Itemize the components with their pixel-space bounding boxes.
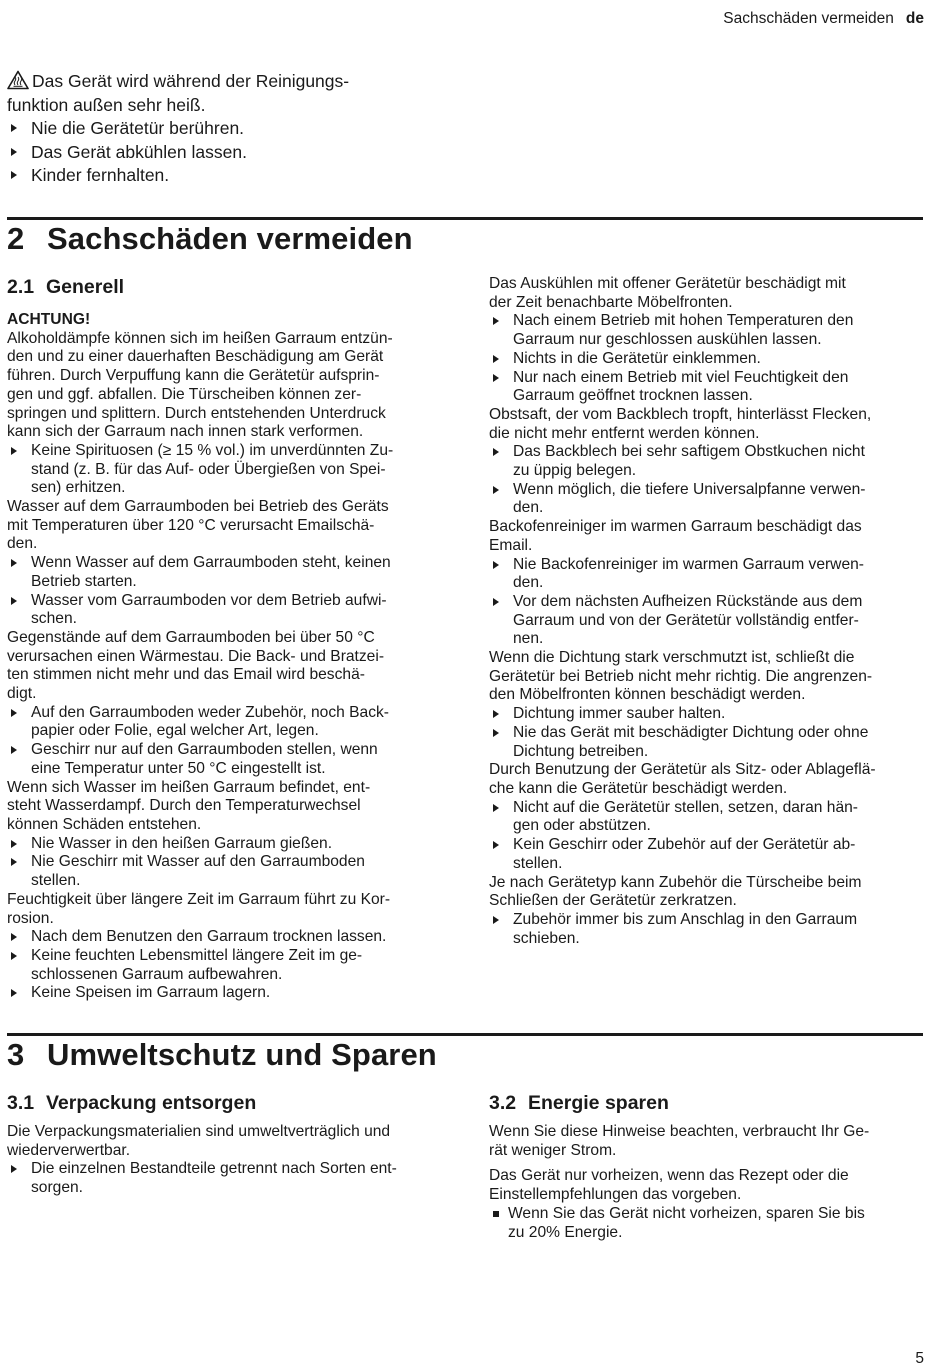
paragraph-line: Obstsaft, der vom Backblech tropft, hinterlässt Flecken, — [489, 405, 872, 423]
bullet-item: Vor dem nächsten Aufheizen Rückstände aus dem — [489, 593, 929, 612]
bullet-item: Keine Spirituosen (≥ 15 % vol.) im unverdünnten Zu- — [7, 442, 457, 461]
bullet-item: Nach einem Betrieb mit hohen Temperaturen den — [489, 312, 929, 331]
section-heading — [7, 1037, 437, 1073]
bullet-item: Wenn möglich, die tiefere Universalpfanne verwen- — [489, 481, 929, 500]
bullet-item: Die einzelnen Bestandteile getrennt nach Sorten ent- — [7, 1160, 457, 1179]
section3-left-column — [7, 1123, 457, 1198]
bullet-item: Nie Wasser in den heißen Garraum gießen. — [7, 835, 457, 854]
bullet-item-continuation: gen oder abstützen. — [513, 817, 651, 835]
paragraph-line: die nicht mehr entfernt werden können. — [489, 424, 760, 442]
section-title: Umweltschutz und Sparen — [47, 1037, 437, 1072]
bullet-item-continuation: schlossenen Garraum aufbewahren. — [31, 965, 283, 983]
paragraph-line: steht Wasserdampf. Durch den Temperaturwechsel — [7, 797, 361, 815]
bullet-item-continuation: stellen. — [31, 872, 81, 890]
bullet-item: Wasser vom Garraumboden vor dem Betrieb aufwi- — [7, 592, 457, 611]
page-number: 5 — [915, 1350, 924, 1367]
section-number: 3 — [7, 1037, 25, 1072]
bullet-item: Geschirr nur auf den Garraumboden stellen, wenn — [7, 741, 457, 760]
paragraph-line: rosion. — [7, 909, 54, 927]
bullet-item: Keine feuchten Lebensmittel längere Zeit im ge- — [7, 947, 457, 966]
paragraph-line: gen und ggf. abfallen. Die Türscheiben können zer- — [7, 385, 362, 403]
bullet-item: Nie Geschirr mit Wasser auf den Garraumboden — [7, 853, 457, 872]
paragraph-line: wiederverwertbar. — [7, 1141, 131, 1159]
bullet-item: Nie das Gerät mit beschädigter Dichtung oder ohne — [489, 724, 929, 743]
hot-surface-warning-icon — [7, 70, 29, 90]
running-header — [723, 10, 924, 28]
bullet-item: Auf den Garraumboden weder Zubehör, noch Back- — [7, 704, 457, 723]
paragraph-line: Einstellempfehlungen das vorgeben. — [489, 1186, 742, 1204]
bullet-item-continuation: eine Temperatur unter 50 °C eingestellt ist. — [31, 759, 326, 777]
warning-line: Das Gerät wird während der Reinigungs- — [32, 71, 350, 91]
paragraph-line: Das Auskühlen mit offener Gerätetür beschädigt mit — [489, 275, 846, 292]
section2-right-column — [489, 275, 929, 948]
paragraph-line: Wenn Sie diese Hinweise beachten, verbraucht Ihr Ge- — [489, 1123, 870, 1140]
bullet-item-continuation: papier oder Folie, egal welcher Art, legen. — [31, 722, 319, 740]
subsection-number: 3.1 — [7, 1092, 35, 1114]
section-rule — [7, 217, 923, 220]
paragraph-line: Wenn sich Wasser im heißen Garraum befindet, ent- — [7, 778, 371, 796]
warning-bullet: Nie die Gerätetür berühren. — [7, 117, 447, 141]
subsection-number: 2.1 — [7, 276, 35, 298]
paragraph-line: den. — [7, 535, 38, 553]
subsection-heading — [7, 276, 124, 299]
bullet-item: Das Backblech bei sehr saftigem Obstkuchen nicht — [489, 443, 929, 462]
warning-line: funktion außen sehr heiß. — [7, 94, 206, 115]
bullet-item-continuation: Dichtung betreiben. — [513, 742, 649, 760]
paragraph-line: springen und splittern. Durch entstehenden Unterdruck — [7, 404, 386, 422]
subsection-heading — [7, 1092, 256, 1115]
paragraph-line: rät weniger Strom. — [489, 1141, 617, 1159]
paragraph-line: Backofenreiniger im warmen Garraum beschädigt das — [489, 518, 862, 536]
section-number: 2 — [7, 221, 25, 256]
subsection-number: 3.2 — [489, 1092, 517, 1114]
caution-label: ACHTUNG! — [7, 311, 91, 328]
section2-left-column — [7, 311, 457, 1003]
header-language: de — [905, 10, 924, 27]
section-rule — [7, 1033, 923, 1036]
paragraph-line: den Möbelfronten können beschädigt werden. — [489, 686, 806, 704]
paragraph-line: Feuchtigkeit über längere Zeit im Garraum führt zu Kor- — [7, 890, 391, 908]
paragraph-line: Gerätetür bei Betrieb nicht mehr richtig. Die angrenzen- — [489, 667, 873, 685]
warning-bullet: Das Gerät abkühlen lassen. — [7, 141, 447, 165]
warning-bullet: Kinder fernhalten. — [7, 164, 447, 188]
bullet-item: Nur nach einem Betrieb mit viel Feuchtigkeit den — [489, 369, 929, 388]
paragraph-line: mit Temperaturen über 120 °C verursacht Emailschä- — [7, 516, 375, 534]
paragraph-line: Wasser auf dem Garraumboden bei Betrieb des Geräts — [7, 498, 389, 516]
bullet-item-continuation: stand (z. B. für das Auf- oder Übergießen von Spei- — [31, 460, 386, 478]
bullet-item-continuation: stellen. — [513, 854, 563, 872]
paragraph-line: der Zeit benachbarte Möbelfronten. — [489, 293, 733, 311]
paragraph-line: führen. Durch Verpuffung kann die Gerätetür aufsprin- — [7, 367, 380, 385]
subsection-title: Generell — [46, 276, 125, 298]
paragraph-line: Schließen der Gerätetür zerkratzen. — [489, 892, 737, 910]
bullet-item-continuation: schen. — [31, 610, 77, 628]
bullet-item-continuation: Garraum nur geschlossen auskühlen lassen. — [513, 331, 822, 349]
subsection-title: Verpackung entsorgen — [46, 1092, 257, 1114]
bullet-item: Nichts in die Gerätetür einklemmen. — [489, 350, 929, 369]
paragraph-line: den und zu einer dauerhaften Beschädigung am Gerät — [7, 348, 384, 366]
paragraph-line: digt. — [7, 685, 37, 703]
paragraph-line: Die Verpackungsmaterialien sind umweltverträglich und — [7, 1123, 391, 1140]
paragraph-line: Gegenstände auf dem Garraumboden bei über 50 °C — [7, 628, 375, 646]
paragraph-line: Je nach Gerätetyp kann Zubehör die Türscheibe beim — [489, 873, 862, 891]
bullet-item-continuation: Garraum geöffnet trocknen lassen. — [513, 387, 753, 405]
bullet-item-continuation: den. — [513, 499, 544, 517]
bullet-item: Dichtung immer sauber halten. — [489, 705, 929, 724]
bullet-item: Kein Geschirr oder Zubehör auf der Gerätetür ab- — [489, 836, 929, 855]
section3-right-column — [489, 1123, 929, 1242]
bullet-item: Nach dem Benutzen den Garraum trocknen lassen. — [7, 928, 457, 947]
paragraph-line: ten stimmen nicht mehr und das Email wird beschä- — [7, 666, 365, 684]
bullet-item-continuation: den. — [513, 574, 544, 592]
paragraph-line: Durch Benutzung der Gerätetür als Sitz- oder Ablageflä- — [489, 761, 876, 779]
bullet-item-continuation: Betrieb starten. — [31, 572, 137, 590]
paragraph-line: Email. — [489, 536, 533, 554]
paragraph-line: Das Gerät nur vorheizen, wenn das Rezept oder die — [489, 1167, 849, 1185]
bullet-item: Nie Backofenreiniger im warmen Garraum verwen- — [489, 556, 929, 575]
paragraph-line: verursachen einen Wärmestau. Die Back- und Bratzei- — [7, 647, 385, 665]
paragraph-line: können Schäden entstehen. — [7, 815, 202, 833]
paragraph-line: Alkoholdämpfe können sich im heißen Garraum entzün- — [7, 329, 393, 347]
subsection-heading — [489, 1092, 669, 1115]
bullet-item-continuation: nen. — [513, 630, 544, 648]
bullet-item-continuation: zu üppig belegen. — [513, 462, 637, 480]
bullet-item-continuation: schieben. — [513, 929, 580, 947]
bullet-item: Keine Speisen im Garraum lagern. — [7, 984, 457, 1003]
bullet-item: Wenn Wasser auf dem Garraumboden steht, keinen — [7, 554, 457, 573]
bullet-item-continuation: sorgen. — [31, 1179, 84, 1197]
paragraph-line: Wenn die Dichtung stark verschmutzt ist, schließt die — [489, 649, 855, 667]
section-heading — [7, 221, 413, 257]
header-title: Sachschäden vermeiden — [723, 10, 894, 27]
bullet-item: Zubehör immer bis zum Anschlag in den Garraum — [489, 911, 929, 930]
square-bullet-item: Wenn Sie das Gerät nicht vorheizen, sparen Sie bis — [489, 1205, 929, 1224]
paragraph-line: kann sich der Garraum nach innen stark verformen. — [7, 423, 364, 441]
heat-warning — [7, 70, 447, 188]
section-title: Sachschäden vermeiden — [47, 221, 413, 256]
subsection-title: Energie sparen — [528, 1092, 669, 1114]
bullet-item-continuation: Garraum und von der Gerätetür vollständig entfer- — [513, 611, 859, 629]
paragraph-line: che kann die Gerätetür beschädigt werden. — [489, 779, 788, 797]
bullet-item: Nicht auf die Gerätetür stellen, setzen, daran hän- — [489, 799, 929, 818]
bullet-item-continuation: sen) erhitzen. — [31, 479, 126, 497]
square-bullet-item-continuation: zu 20% Energie. — [508, 1223, 623, 1241]
